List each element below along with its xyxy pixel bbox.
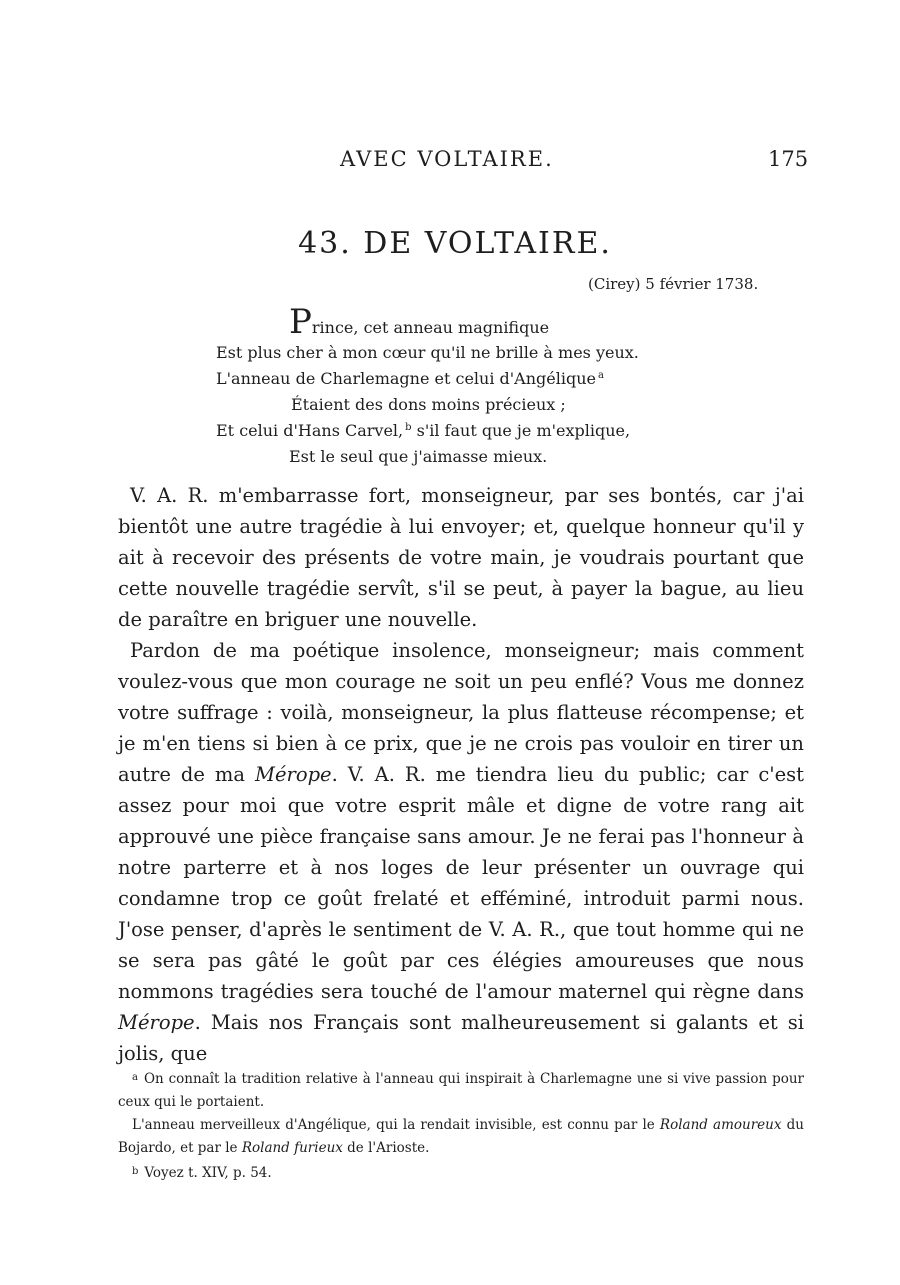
body-paragraph-2-part-a: Pardon de ma poétique insolence, monseigneur; mais comment voulez-vous que mon courage ne soit un peu enflé? Vous me donnez votre suffrage : voilà, monseigneur, la plus flatteuse récompense; et je m'en tiens si bien à ce prix, que je ne crois pas vouloir en tirer un autre de ma bbox=[118, 639, 804, 786]
body-paragraph-2 bbox=[118, 635, 804, 1069]
footnote-a-continued bbox=[118, 1114, 804, 1160]
poem-line-4: Étaient des dons moins précieux ; bbox=[291, 395, 566, 414]
drop-cap: P bbox=[289, 302, 312, 342]
body-paragraph-2-part-b: . V. A. R. me tiendra lieu du public; car c'est assez pour moi que votre esprit mâle et digne de votre rang ait approuvé une pièce française sans amour. Je ne ferai pas l'honneur à notre parterre et à nos loges de leur présenter un ouvrage qui condamne trop ce goût frelaté et efféminé, introduit parmi nous. J'ose penser, d'après le sentiment de V. A. R., que tout homme qui ne se sera pas gâté le goût par ces élégies amoureuses que nous nommons tragédies sera touché de l'amour maternel qui règne dans bbox=[118, 763, 804, 1003]
poem-line-6: Est le seul que j'aimasse mieux. bbox=[289, 447, 548, 466]
footnote-a2-post: de l'Arioste. bbox=[342, 1140, 430, 1156]
footnotes bbox=[118, 1066, 804, 1185]
poem-line-5 bbox=[216, 421, 630, 440]
running-head bbox=[0, 147, 900, 177]
poem-line-2: Est plus cher à mon cœur qu'il ne brille à mes yeux. bbox=[216, 343, 639, 362]
poem-line-3-text: L'anneau de Charlemagne et celui d'Angélique bbox=[216, 369, 596, 388]
poem-line-1 bbox=[289, 302, 550, 342]
title-merope-2: Mérope bbox=[118, 1011, 195, 1034]
footnote-a2-mid: du Bojardo, et par le bbox=[118, 1117, 804, 1156]
poem-line-1-text: rince, cet anneau magnifique bbox=[311, 318, 550, 337]
footnote-b bbox=[118, 1160, 804, 1185]
letter-title: 43. DE VOLTAIRE. bbox=[298, 226, 612, 261]
footnote-ref-b: b bbox=[405, 422, 412, 433]
letter-dateline: (Cirey) 5 février 1738. bbox=[588, 275, 759, 293]
footnote-a2-pre: L'anneau merveilleux d'Angélique, qui la rendait invisible, est connu par le bbox=[132, 1117, 660, 1133]
footnote-b-mark: b bbox=[132, 1166, 139, 1177]
body-paragraph-2-part-c: . Mais nos Français sont malheureusement si galants et si jolis, que bbox=[118, 1011, 804, 1065]
letter-body bbox=[118, 480, 804, 1069]
body-paragraph-1: V. A. R. m'embarrasse fort, monseigneur, par ses bontés, car j'ai bientôt une autre tragédie à lui envoyer; et, quelque honneur qu'il y ait à recevoir des présents de votre main, je voudrais pourtant que cette nouvelle tragédie servît, s'il se peut, à payer la bague, au lieu de paraître en briguer une nouvelle. bbox=[118, 484, 804, 631]
title-merope: Mérope bbox=[255, 763, 332, 786]
poem-line-3 bbox=[216, 369, 604, 388]
running-head-title: AVEC VOLTAIRE. bbox=[340, 147, 554, 171]
title-roland-amoureux: Roland amoureux bbox=[659, 1117, 782, 1133]
footnote-ref-a: a bbox=[598, 370, 604, 381]
footnote-a bbox=[118, 1066, 804, 1114]
page-number: 175 bbox=[768, 147, 809, 171]
poem-line-5-text-a: Et celui d'Hans Carvel, bbox=[216, 421, 404, 440]
poem-line-5-text-b: s'il faut que je m'explique, bbox=[411, 421, 631, 440]
title-roland-furieux: Roland furieux bbox=[241, 1140, 343, 1156]
footnote-a-text: On connaît la tradition relative à l'anneau qui inspirait à Charlemagne une si vive passion pour ceux qui le portaient. bbox=[118, 1071, 804, 1110]
footnote-a-mark: a bbox=[132, 1072, 138, 1083]
footnote-b-text: Voyez t. XIV, p. 54. bbox=[144, 1165, 272, 1181]
